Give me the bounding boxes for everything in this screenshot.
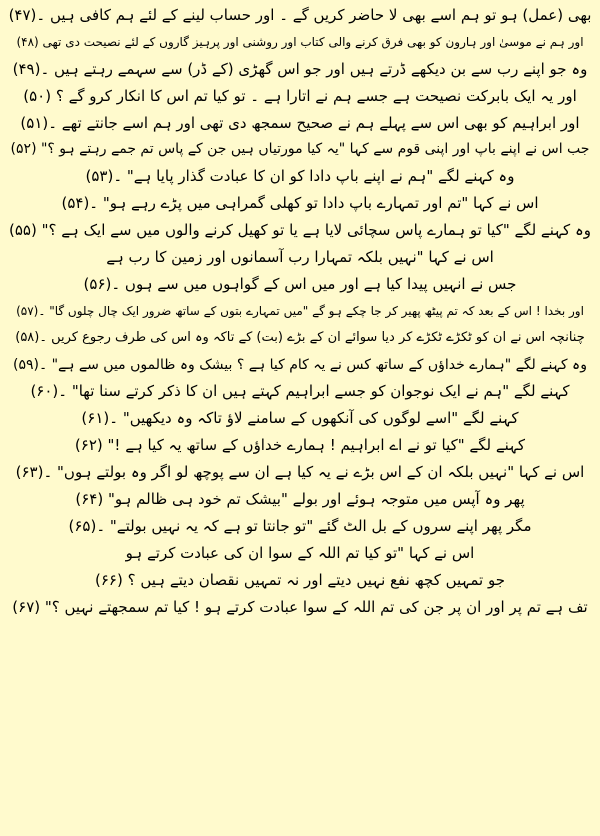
text-line: جو تمہیں کچھ نفع نہیں دیتے اور نہ تمہیں نقصان دیتے ہیں ؟ (۶۶) [95, 570, 505, 589]
text-line: وہ کہنے لگے "کیا تو ہمارے پاس سچائی لایا ہے یا تو کھیل کرنے والوں میں سے ایک ہے ؟" (۵۵) [9, 221, 591, 240]
text-line: اس نے کہا "تم اور تمہارے باپ دادا تو کھلی گمراہی میں پڑے رہے ہو" ۔(۵۴) [61, 194, 539, 213]
text-line: اور ابراہیم کو بھی اس سے پہلے ہم نے صحیح سمجھ دی تھی اور ہم اسے جانتے تھے ۔(۵۱) [20, 113, 580, 132]
text-line: جب اس نے اپنے باپ اور اپنی قوم سے کہا "یہ کیا مورتیاں ہیں جن کے پاس تم جمے رہتے ہو ؟" (۵۲) [10, 141, 590, 158]
text-line: کہنے لگے "اسے لوگوں کی آنکھوں کے سامنے لاؤ تاکہ وہ دیکھیں" ۔(۶۱) [81, 409, 519, 428]
text-line: اور بخدا ! اس کے بعد کہ تم پیٹھ پھیر کر جا چکے ہو گے "میں تمہارے بتوں کے ساتھ ضرور ایک چال چلوں گا" ۔(۵۷) [16, 303, 584, 318]
text-line: مگر پھر اپنے سروں کے بل الٹ گئے "تو جانتا تو ہے کہ یہ نہیں بولتے" ۔(۶۵) [68, 516, 532, 535]
text-line: کہنے لگے "کیا تو نے اے ابراہیم ! ہمارے خداؤں کے ساتھ یہ کیا ہے !" (۶۲) [74, 436, 526, 455]
text-line: جس نے انہیں پیدا کیا ہے اور میں اس کے گواہوں میں سے ہوں ۔(۵۶) [83, 274, 517, 293]
text-line: وہ جو اپنے رب سے بن دیکھے ڈرتے ہیں اور جو اس گھڑی (کے ڈر) سے سہمے رہتے ہیں ۔(۴۹) [12, 59, 588, 78]
text-line: اس نے کہا "تو کیا تم اللہ کے سوا ان کی عبادت کرتے ہو [125, 543, 475, 562]
text-line: اور یہ ایک بابرکت نصیحت ہے جسے ہم نے اتارا ہے ۔ تو کیا تم اس کا انکار کرو گے ؟ (۵۰) [23, 86, 577, 105]
text-line: بھی (عمل) ہو تو ہم اسے بھی لا حاضر کریں گے ۔ اور حساب لینے کے لئے ہم کافی ہیں ۔(۴۷) [8, 6, 592, 24]
text-line: تف ہے تم پر اور ان پر جن کی تم اللہ کے سوا عبادت کرتے ہو ! کیا تم سمجھتے نہیں ؟" (۶۷) [12, 597, 588, 616]
text-line: وہ کہنے لگے "ہم نے اپنے باپ دادا کو ان کا عبادت گذار پایا ہے" ۔(۵۳) [85, 167, 515, 186]
text-line: پھر وہ آپس میں متوجہ ہوئے اور بولے "بیشک تم خود ہی ظالم ہو" (۶۴) [75, 490, 525, 509]
text-line: کہنے لگے "ہم نے ایک نوجوان کو جسے ابراہیم کہتے ہیں ان کا ذکر کرتے سنا تھا" ۔(۶۰) [30, 382, 570, 401]
text-line: اس نے کہا "نہیں بلکہ تمہارا رب آسمانوں اور زمین کا رب ہے [106, 248, 494, 267]
text-line: وہ کہنے لگے "ہمارے خداؤں کے ساتھ کس نے یہ کام کیا ہے ؟ بیشک وہ ظالموں میں سے ہے" ۔(۵۹) [12, 356, 587, 373]
text-line: اس نے کہا "نہیں بلکہ ان کے اس بڑے نے یہ کیا ہے ان سے پوچھ لو اگر وہ بولتے ہوں" ۔(۶۳) [15, 463, 585, 482]
text-line: چنانچہ اس نے ان کو ٹکڑے ٹکڑے کر دیا سوائے ان کے بڑے (بت) کے تاکہ وہ اس کی طرف رجوع کریں ۔(۵۸) [15, 329, 585, 345]
text-line: اور ہم نے موسیٰ اور ہارون کو بھی فرق کرنے والی کتاب اور روشنی اور پرہیز گاروں کے لئے نصیحت دی تھی (۴۸) [16, 34, 584, 49]
